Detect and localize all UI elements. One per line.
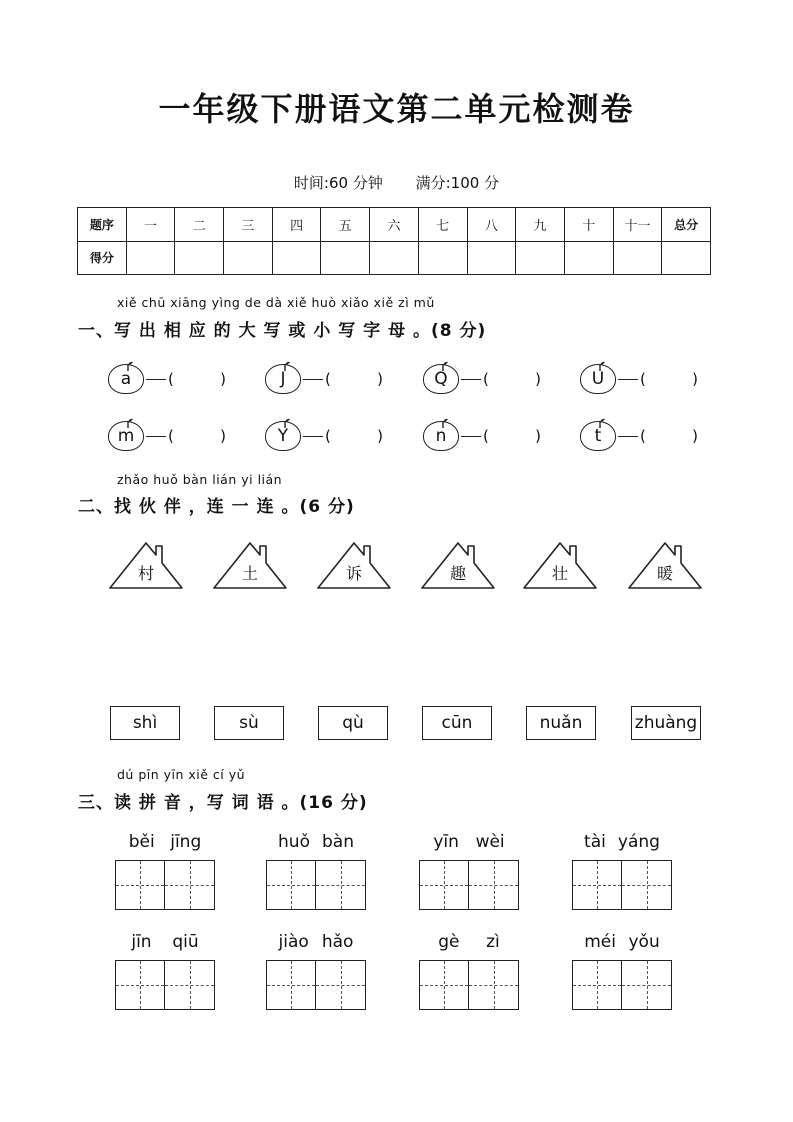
- answer-blank[interactable]: [168, 370, 226, 388]
- apple-item: [108, 364, 226, 394]
- score-cell[interactable]: [418, 241, 467, 275]
- score-cell[interactable]: [370, 241, 419, 275]
- paren-open: (: [168, 427, 174, 445]
- apple-icon: [265, 364, 301, 394]
- answer-blank[interactable]: [483, 370, 541, 388]
- apple-letter: m: [117, 426, 135, 446]
- score-cell[interactable]: [175, 241, 224, 275]
- apple-item: [265, 364, 383, 394]
- q3-pinyin: dú pīn yīn xiě cí yǔ: [117, 767, 246, 782]
- apple-stem-icon: [439, 413, 447, 422]
- score-cell[interactable]: [516, 241, 565, 275]
- col-10: 十: [564, 208, 613, 242]
- page-title: 一年级下册语文第二单元检测卷: [158, 90, 635, 128]
- syllable: gè: [438, 932, 460, 952]
- house-character: 村: [137, 564, 154, 583]
- tianzige-cells: [115, 960, 215, 1010]
- paren-close: ): [535, 427, 541, 445]
- tianzige-cells: [572, 860, 672, 910]
- word-pinyin: [572, 932, 672, 956]
- writing-cell[interactable]: [165, 860, 215, 910]
- paren-close: ): [692, 427, 698, 445]
- connector-dash: [146, 379, 166, 380]
- paren-close: ): [535, 370, 541, 388]
- word-grid: [115, 932, 215, 1010]
- house-character: 诉: [345, 564, 362, 583]
- paren-open: (: [640, 427, 646, 445]
- house-item[interactable]: [213, 540, 287, 590]
- syllable: zì: [486, 932, 500, 952]
- tianzige-cells: [419, 860, 519, 910]
- word-pinyin: [266, 832, 366, 856]
- apple-item: [423, 364, 541, 394]
- writing-cell[interactable]: [266, 860, 316, 910]
- paren-open: (: [483, 370, 489, 388]
- tianzige-cells: [115, 860, 215, 910]
- syllable: yǒu: [628, 932, 660, 952]
- syllable: yáng: [617, 832, 660, 852]
- pinyin-box[interactable]: shì: [110, 706, 180, 740]
- pinyin-box[interactable]: sù: [214, 706, 284, 740]
- house-item[interactable]: [523, 540, 597, 590]
- col-1: 一: [126, 208, 175, 242]
- house-item[interactable]: [628, 540, 702, 590]
- paren-close: ): [377, 370, 383, 388]
- row-label-order: 题序: [78, 208, 127, 242]
- score-cell[interactable]: [662, 241, 711, 275]
- col-total: 总分: [662, 208, 711, 242]
- writing-cell[interactable]: [572, 960, 622, 1010]
- col-8: 八: [467, 208, 516, 242]
- score-cell[interactable]: [564, 241, 613, 275]
- row-label-score: 得分: [78, 241, 127, 275]
- connector-dash: [461, 436, 481, 437]
- connector-dash: [303, 436, 323, 437]
- apple-stem-icon: [596, 356, 604, 365]
- apple-stem-icon: [439, 356, 447, 365]
- apple-stem-icon: [596, 413, 604, 422]
- house-character: 壮: [551, 564, 568, 583]
- apple-letter: a: [120, 369, 132, 389]
- apple-icon: [580, 364, 616, 394]
- syllable: jīn: [131, 932, 152, 952]
- apple-stem-icon: [281, 413, 289, 422]
- q2-heading: 二、找 伙 伴 ，连 一 连 。(6 分): [78, 497, 355, 517]
- col-4: 四: [272, 208, 321, 242]
- writing-cell[interactable]: [115, 860, 165, 910]
- paren-open: (: [325, 370, 331, 388]
- apple-letter: Y: [277, 426, 289, 446]
- score-cell[interactable]: [224, 241, 273, 275]
- paren-open: (: [168, 370, 174, 388]
- connector-dash: [618, 436, 638, 437]
- house-character: 暖: [656, 564, 673, 583]
- col-7: 七: [418, 208, 467, 242]
- score-table: [77, 207, 711, 275]
- word-grid: [115, 832, 215, 910]
- writing-cell[interactable]: [572, 860, 622, 910]
- writing-cell[interactable]: [316, 960, 366, 1010]
- apple-letter: J: [280, 369, 286, 389]
- apple-item: [108, 421, 226, 451]
- apple-icon: [108, 421, 144, 451]
- answer-blank[interactable]: [325, 370, 383, 388]
- syllable: běi: [128, 832, 155, 852]
- connector-dash: [303, 379, 323, 380]
- syllable: hǎo: [321, 932, 354, 952]
- pinyin-box[interactable]: nuǎn: [526, 706, 596, 740]
- syllable: bàn: [322, 832, 354, 852]
- word-grid: [266, 932, 366, 1010]
- word-grid: [572, 832, 672, 910]
- pinyin-box[interactable]: cūn: [422, 706, 492, 740]
- pinyin-box[interactable]: zhuàng: [631, 706, 701, 740]
- house-character: 趣: [449, 564, 466, 583]
- writing-cell[interactable]: [266, 960, 316, 1010]
- paren-open: (: [640, 370, 646, 388]
- apple-letter: n: [435, 426, 447, 446]
- word-pinyin: [266, 932, 366, 956]
- col-2: 二: [175, 208, 224, 242]
- syllable: jīng: [170, 832, 202, 852]
- apple-item: [423, 421, 541, 451]
- word-pinyin: [115, 832, 215, 856]
- connector-dash: [146, 436, 166, 437]
- exam-meta: [0, 172, 793, 193]
- apple-letter: Q: [434, 369, 448, 389]
- col-11: 十一: [613, 208, 662, 242]
- score-cell[interactable]: [467, 241, 516, 275]
- house-item[interactable]: [109, 540, 183, 590]
- writing-cell[interactable]: [469, 860, 519, 910]
- word-grid: [572, 932, 672, 1010]
- apple-item: [580, 364, 698, 394]
- syllable: méi: [584, 932, 616, 952]
- answer-blank[interactable]: [168, 427, 226, 445]
- paren-open: (: [483, 427, 489, 445]
- word-grid: [266, 832, 366, 910]
- pinyin-box[interactable]: qù: [318, 706, 388, 740]
- paren-close: ): [220, 370, 226, 388]
- apple-icon: [108, 364, 144, 394]
- answer-blank[interactable]: [325, 427, 383, 445]
- tianzige-cells: [266, 960, 366, 1010]
- full-score: 满分:100 分: [415, 174, 500, 192]
- col-6: 六: [370, 208, 419, 242]
- writing-cell[interactable]: [419, 860, 469, 910]
- connector-dash: [461, 379, 481, 380]
- apple-item: [580, 421, 698, 451]
- col-9: 九: [516, 208, 565, 242]
- apple-stem-icon: [281, 356, 289, 365]
- syllable: qiū: [172, 932, 199, 952]
- q1-pinyin: xiě chū xiāng yìng de dà xiě huò xiǎo xiě zì mǔ: [117, 295, 435, 310]
- house-character: 土: [241, 564, 258, 583]
- apple-icon: [423, 421, 459, 451]
- apple-letter: U: [591, 369, 605, 389]
- q1-heading: 一、写 出 相 应 的 大 写 或 小 写 字 母 。(8 分): [78, 321, 487, 341]
- score-cell[interactable]: [613, 241, 662, 275]
- writing-cell[interactable]: [316, 860, 366, 910]
- house-item[interactable]: [421, 540, 495, 590]
- house-item[interactable]: [317, 540, 391, 590]
- word-grid: [419, 932, 519, 1010]
- tianzige-cells: [266, 860, 366, 910]
- apple-item: [265, 421, 383, 451]
- word-pinyin: [419, 932, 519, 956]
- writing-cell[interactable]: [115, 960, 165, 1010]
- syllable: tài: [584, 832, 606, 852]
- writing-cell[interactable]: [622, 860, 672, 910]
- apple-stem-icon: [124, 356, 132, 365]
- q3-heading: 三、读 拼 音 ，写 词 语 。(16 分): [78, 793, 368, 813]
- apple-icon: [423, 364, 459, 394]
- score-cell[interactable]: [126, 241, 175, 275]
- paren-close: ): [377, 427, 383, 445]
- word-pinyin: [115, 932, 215, 956]
- paren-open: (: [325, 427, 331, 445]
- score-cell[interactable]: [321, 241, 370, 275]
- tianzige-cells: [572, 960, 672, 1010]
- word-grid: [419, 832, 519, 910]
- apple-icon: [265, 421, 301, 451]
- answer-blank[interactable]: [483, 427, 541, 445]
- apple-icon: [580, 421, 616, 451]
- word-pinyin: [419, 832, 519, 856]
- time-limit: 时间:60 分钟: [293, 174, 383, 192]
- q2-pinyin: zhǎo huǒ bàn lián yi lián: [117, 472, 283, 487]
- syllable: yīn: [433, 832, 459, 852]
- writing-cell[interactable]: [165, 960, 215, 1010]
- syllable: jiào: [278, 932, 309, 952]
- apple-stem-icon: [124, 413, 132, 422]
- paren-close: ): [220, 427, 226, 445]
- paren-close: ): [692, 370, 698, 388]
- col-5: 五: [321, 208, 370, 242]
- apple-letter: t: [594, 426, 602, 446]
- tianzige-cells: [419, 960, 519, 1010]
- score-table-score-row: [78, 241, 711, 275]
- writing-cell[interactable]: [469, 960, 519, 1010]
- answer-blank[interactable]: [640, 370, 698, 388]
- writing-cell[interactable]: [419, 960, 469, 1010]
- word-pinyin: [572, 832, 672, 856]
- col-3: 三: [224, 208, 273, 242]
- syllable: huǒ: [278, 832, 310, 852]
- answer-blank[interactable]: [640, 427, 698, 445]
- connector-dash: [618, 379, 638, 380]
- score-cell[interactable]: [272, 241, 321, 275]
- score-table-header-row: [78, 208, 711, 242]
- writing-cell[interactable]: [622, 960, 672, 1010]
- syllable: wèi: [475, 832, 505, 852]
